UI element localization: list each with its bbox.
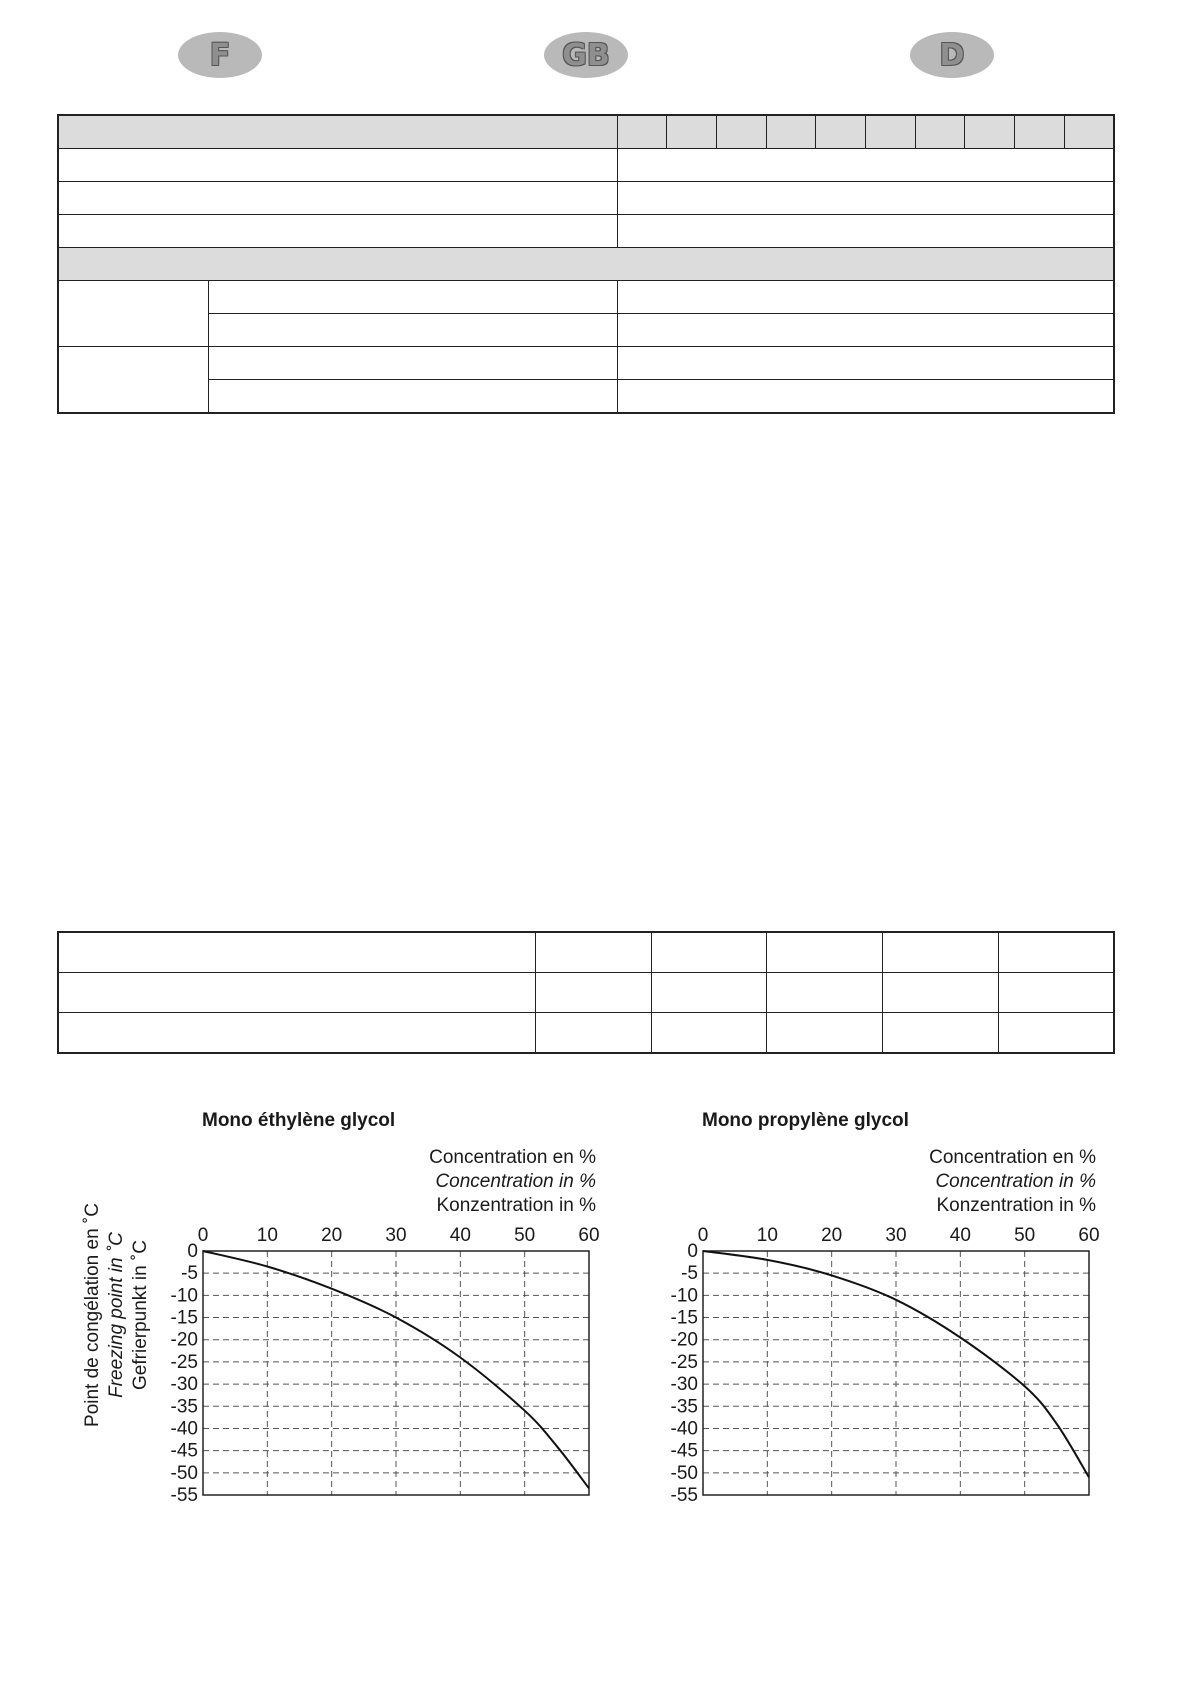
table-header-row [58, 115, 1114, 149]
x-tick-label: 10 [256, 1225, 278, 1246]
table-cell [716, 115, 766, 149]
plot-area [171, 1225, 600, 1506]
table-row [58, 182, 1114, 215]
table-cell [58, 115, 617, 149]
x-axis-label-fr: Concentration en % [929, 1147, 1096, 1168]
x-tick-label: 20 [821, 1225, 843, 1246]
table-cell [58, 182, 617, 215]
y-tick-label: -40 [670, 1418, 698, 1440]
ethylene-glycol-chart [171, 1110, 600, 1506]
y-tick-label: -25 [670, 1351, 698, 1373]
x-tick-label: 40 [449, 1225, 471, 1246]
language-badge-f: F [178, 32, 262, 78]
x-axis-label-gb: Concentration in % [935, 1171, 1096, 1192]
table-cell [915, 115, 965, 149]
table-cell [617, 182, 1114, 215]
y-tick-label: -35 [170, 1396, 198, 1418]
table-row [58, 380, 1114, 414]
table-cell [617, 149, 1114, 182]
x-tick-label: 0 [197, 1225, 209, 1246]
y-tick-label: -45 [170, 1440, 198, 1462]
table-cell [882, 973, 998, 1013]
y-tick-label: -25 [170, 1351, 198, 1373]
table-cell [667, 115, 717, 149]
y-tick-label: -40 [170, 1418, 198, 1440]
table-cell [965, 115, 1015, 149]
table-row [58, 973, 1114, 1013]
table-cell [865, 115, 915, 149]
table-cell [58, 932, 535, 973]
x-tick-label: 30 [885, 1225, 907, 1246]
x-axis-label-de: Konzentration in % [436, 1195, 596, 1216]
table-cell [208, 281, 617, 314]
y-tick-label: -55 [670, 1485, 698, 1506]
y-tick-label: 0 [187, 1241, 198, 1262]
table-cell [58, 248, 1114, 281]
table-cell [766, 973, 882, 1013]
y-tick-label: -15 [670, 1307, 698, 1329]
y-tick-label: -20 [170, 1329, 198, 1351]
y-tick-label: -5 [681, 1263, 698, 1285]
table-row [58, 347, 1114, 380]
specification-table [57, 114, 1115, 414]
y-axis-label-de: Gefrierpunkt in ˚C [130, 1240, 151, 1390]
y-tick-label: -30 [170, 1374, 198, 1396]
x-tick-label: 20 [321, 1225, 343, 1246]
y-axis-label-gb: Freezing point in ˚C [106, 1232, 127, 1398]
table-cell [58, 1013, 535, 1054]
table-cell [998, 973, 1114, 1013]
table-cell [617, 347, 1114, 380]
y-axis-label-fr: Point de congélation en ˚C [82, 1203, 103, 1427]
table-cell [617, 314, 1114, 347]
y-tick-label: 0 [687, 1241, 698, 1262]
chart-title: Mono propylène glycol [702, 1110, 909, 1131]
table-cell [766, 932, 882, 973]
table-cell [816, 115, 866, 149]
table-cell [766, 1013, 882, 1054]
y-tick-label: -15 [170, 1307, 198, 1329]
table-row [58, 314, 1114, 347]
x-axis-label-gb: Concentration in % [435, 1171, 596, 1192]
table-cell [208, 347, 617, 380]
x-axis-label-fr: Concentration en % [429, 1147, 596, 1168]
y-tick-label: -45 [670, 1440, 698, 1462]
y-tick-label: -35 [670, 1396, 698, 1418]
language-badge-d: D [910, 32, 994, 78]
x-tick-label: 50 [1014, 1225, 1036, 1246]
x-tick-label: 30 [385, 1225, 407, 1246]
table-row [58, 932, 1114, 973]
table-section-row [58, 248, 1114, 281]
y-tick-label: -50 [670, 1462, 698, 1484]
table-row [58, 215, 1114, 248]
y-tick-label: -10 [170, 1285, 198, 1307]
table-cell [1015, 115, 1065, 149]
table-cell [882, 1013, 998, 1054]
plot-area [671, 1225, 1100, 1506]
chart-title: Mono éthylène glycol [202, 1110, 396, 1131]
table-cell [998, 1013, 1114, 1054]
y-tick-label: -55 [170, 1485, 198, 1506]
concentration-table [57, 931, 1115, 1054]
x-tick-label: 0 [697, 1225, 709, 1246]
table-row [58, 1013, 1114, 1054]
y-tick-label: -5 [181, 1263, 198, 1285]
table-cell [58, 281, 208, 347]
y-tick-label: -30 [670, 1374, 698, 1396]
x-tick-label: 60 [578, 1225, 600, 1246]
table-cell [617, 281, 1114, 314]
table-row [58, 149, 1114, 182]
x-axis-label-de: Konzentration in % [936, 1195, 1096, 1216]
table-cell [208, 314, 617, 347]
table-cell [651, 973, 766, 1013]
x-tick-label: 50 [514, 1225, 536, 1246]
table-cell [617, 380, 1114, 414]
table-cell [535, 973, 651, 1013]
table-cell [58, 973, 535, 1013]
table-cell [208, 380, 617, 414]
y-axis-title-group [82, 1203, 151, 1427]
language-badge-gb: GB [544, 32, 628, 78]
table-cell [1064, 115, 1114, 149]
table-cell [882, 932, 998, 973]
table-cell [651, 932, 766, 973]
table-row [58, 281, 1114, 314]
propylene-glycol-chart [671, 1110, 1100, 1506]
table-cell [617, 115, 667, 149]
table-cell [998, 932, 1114, 973]
y-tick-label: -10 [670, 1285, 698, 1307]
table-cell [766, 115, 816, 149]
y-tick-label: -20 [670, 1329, 698, 1351]
table-cell [535, 932, 651, 973]
table-cell [58, 347, 208, 414]
x-tick-label: 60 [1078, 1225, 1100, 1246]
table-cell [58, 149, 617, 182]
table-cell [535, 1013, 651, 1054]
table-cell [651, 1013, 766, 1054]
x-tick-label: 40 [949, 1225, 971, 1246]
table-cell [58, 215, 617, 248]
x-tick-label: 10 [756, 1225, 778, 1246]
table-cell [617, 215, 1114, 248]
freezing-point-charts [0, 1090, 1190, 1530]
y-tick-label: -50 [170, 1462, 198, 1484]
